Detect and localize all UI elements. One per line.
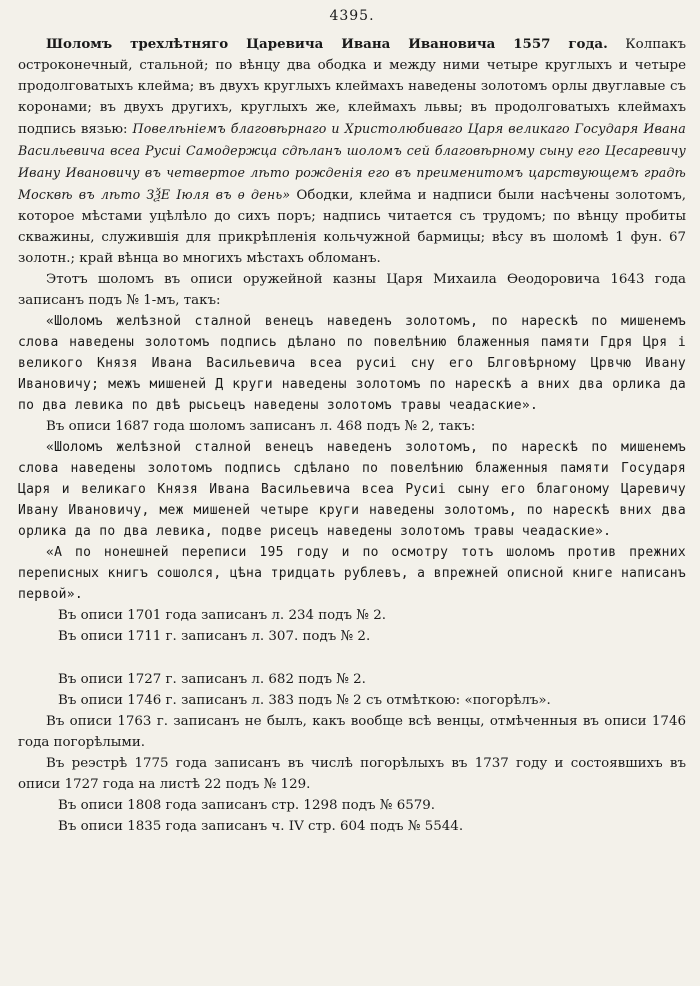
intro-1687: Въ описи 1687 года шоломъ записанъ л. 468 подъ № 2, такъ: (46, 419, 476, 434)
record-line: Въ описи 1808 года записанъ стр. 1298 подъ № 6579. (58, 798, 436, 813)
entry-paragraph (18, 34, 686, 269)
record-line: Въ реэстрѣ 1775 года записанъ въ числѣ погорѣлыхъ въ 1737 году и состоявшихъ въ описи 1727 года на листѣ 22 подъ № 129. (18, 756, 686, 792)
slavonic-inscription: Повелѣніемъ благовѣрнаго и Христолюбиваго Царя великаго Государя Ивана Васильевича всеа Русиі Самодержца сдѣланъ шоломъ сей благовѣрному сыну его Цесаревичу Ивану Ивановичу въ четвертое лѣто рожденія его въ преименитомъ царствующемъ градѣ Москвѣ въ лѣто ЗѮЕ Іюля въ ѳ день» (18, 121, 686, 202)
intro-1643: Этотъ шоломъ въ описи оружейной казны Царя Михаила Ѳеодоровича 1643 года записанъ подъ № 1-мъ, такъ: (18, 272, 686, 308)
entry-description-cont: Ободки, клейма и надписи были насѣчены золотомъ, которое мѣстами уцѣлѣло до сихъ поръ; надпись читается съ трудомъ; по вѣнцу пробиты скважины, служившія для прикрѣпленія кольчужной бармицы; вѣсу въ шоломѣ 1 фун. 67 золотн.; край вѣнца во многихъ мѣстахъ обломанъ. (18, 188, 686, 266)
entry-description: Колпакъ остроконечный, стальной; по вѣнцу два ободка и между ними четыре круглыхъ и четыре продолговатыхъ клейма; въ двухъ круглыхъ клеймахъ наведены золотомъ орлы двуглавые съ коронами; въ двухъ другихъ, круглыхъ же, клеймахъ львы; въ продолговатыхъ клеймахъ подпись вязью: (18, 37, 686, 137)
record-line: Въ описи 1711 г. записанъ л. 307. подъ № 2. (58, 629, 371, 644)
record-line: Въ описи 1727 г. записанъ л. 682 подъ № 2. (58, 672, 366, 687)
page-number: 4395. (329, 8, 375, 24)
quote-1643: «Шоломъ желѣзной сталной венецъ наведенъ золотомъ, по нарескѣ по мишенемъ слова наведены золотомъ подпись дѣлано по повелѣнию блаженныя памяти Гдря Цря і великого Князя Ивана Васильевича всеа русиі сну его Блговѣрному Црвчю Ивану Ивановичу; межъ мишеней Д круги наведены золотомъ по нарескѣ а вних два орлика да по два левика по двѣ рысьецъ наведены золотомъ травы чеадаские». (18, 314, 686, 413)
entry-title: Шоломъ трехлѣтняго Царевича Ивана Ивановича 1557 года. (46, 36, 608, 52)
record-line: Въ описи 1701 года записанъ л. 234 подъ № 2. (58, 608, 386, 623)
quote-195: «А по нонешней переписи 195 году и по осмотру тотъ шоломъ против прежних переписных книгъ сошолся, цѣна тридцать рублевъ, а впрежней описной книге написанъ первой». (18, 545, 686, 602)
quote-1687: «Шоломъ желѣзной сталной венецъ наведенъ золотомъ, по нарескѣ по мишенемъ слова наведены золотомъ подпись сдѣлано по повелѣнию блаженныя памяти Государя Царя и великаго Князя Ивана Васильевича всеа Русиі сыну его благоному Царевичу Ивану Ивановичу, меж мишеней четыре круги наведены золотомъ, по нарескѣ вних два орлика да по два левика, подве рисецъ наведены золотомъ травы чеадаские». (18, 440, 686, 539)
record-line: Въ описи 1746 г. записанъ л. 383 подъ № 2 съ отмѣткою: «погорѣлъ». (58, 693, 551, 708)
record-line: Въ описи 1835 года записанъ ч. IV стр. 604 подъ № 5544. (58, 819, 464, 834)
record-line: Въ описи 1763 г. записанъ не былъ, какъ вообще всѣ венцы, отмѣченныя въ описи 1746 года погорѣлыми. (18, 714, 686, 750)
spacer (18, 647, 686, 669)
